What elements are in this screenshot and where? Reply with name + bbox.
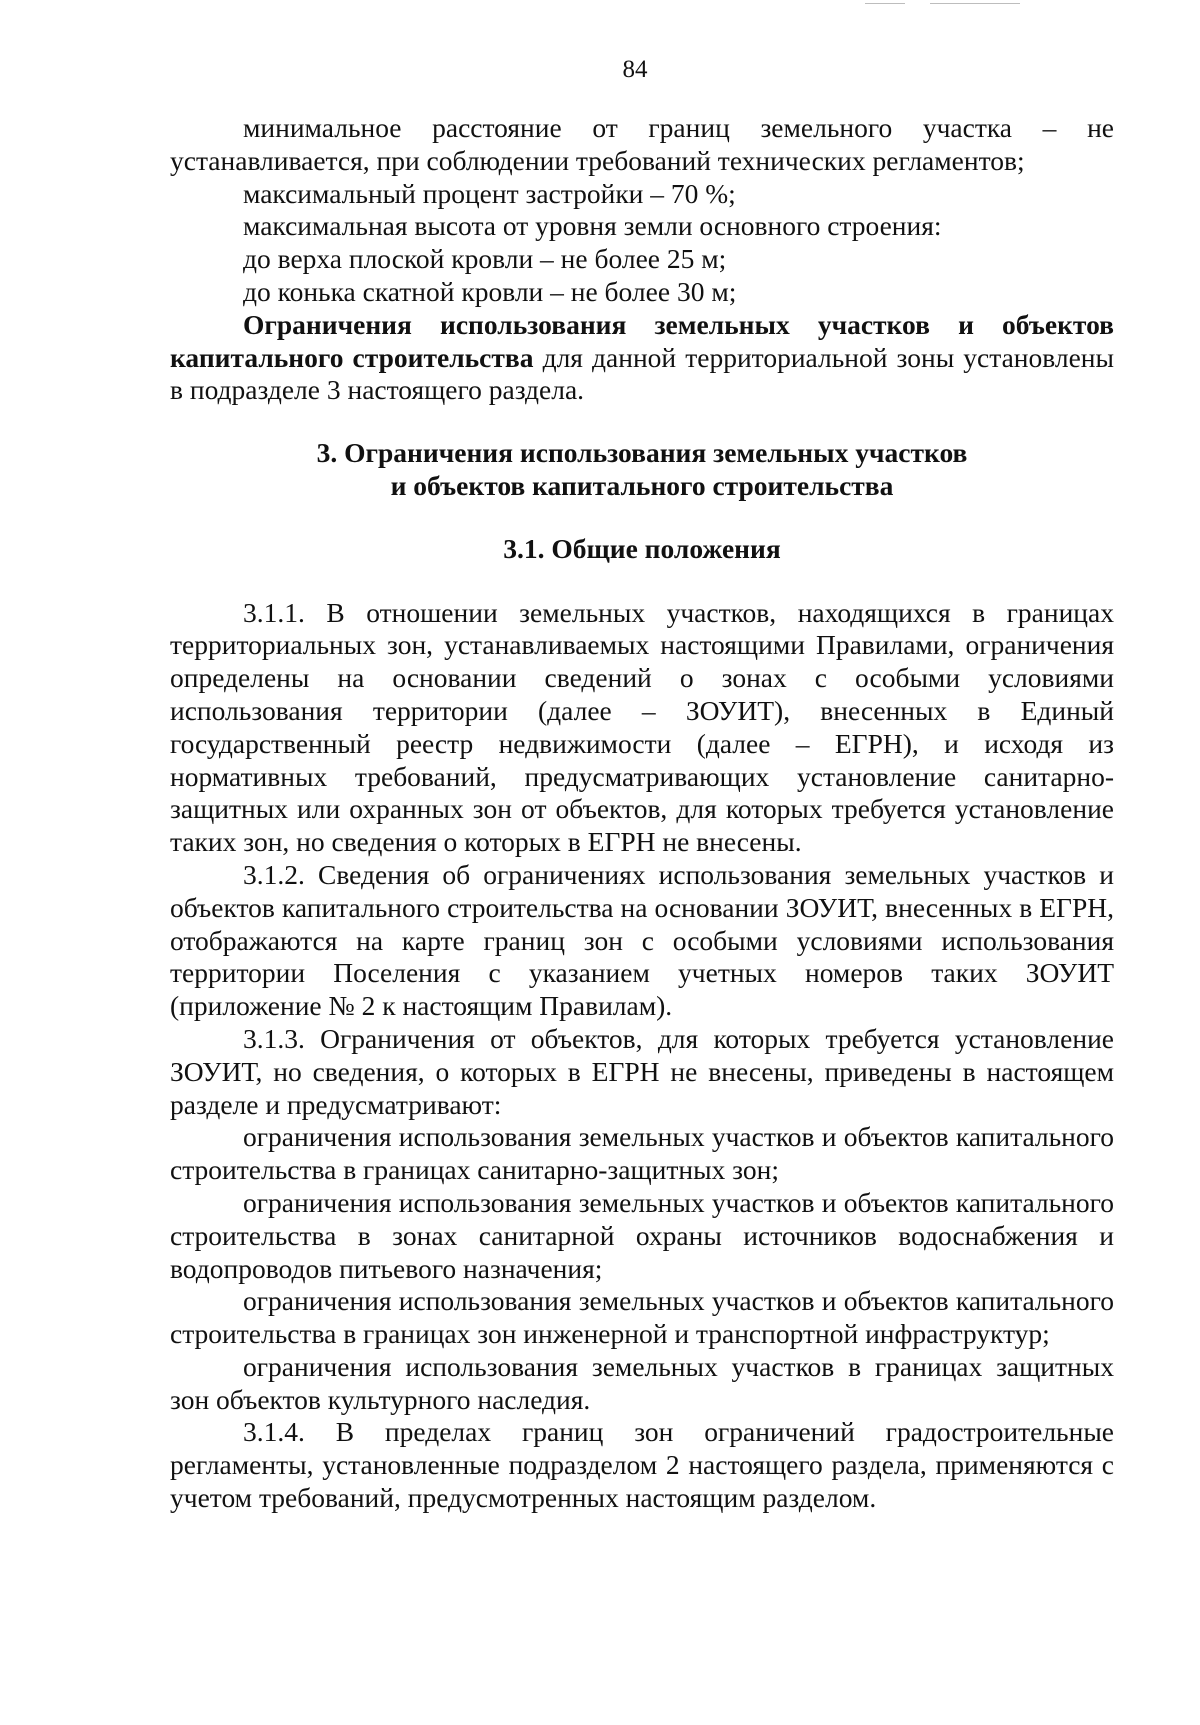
- restriction-note-bold: Ограничения использования земельных участков и объектов капитального строительства: [170, 308, 1114, 373]
- scan-artifact: [930, 3, 1020, 4]
- paragraph: минимальное расстояние от границ земельного участка – не устанавливается, при соблюдении требований технических регламентов;: [170, 112, 1114, 176]
- scan-artifact: [865, 3, 905, 4]
- section-heading: [170, 437, 1114, 503]
- restriction-note-text: для данной территориальной зоны установлены в подразделе 3 настоящего раздела.: [170, 341, 1114, 406]
- paragraph: 3.1.2. Сведения об ограничениях использования земельных участков и объектов капитального строительства на основании ЗОУИТ, внесенных в ЕГРН, отображаются на карте границ зон с особыми условиями использования территории Поселения с указанием учетных номеров таких ЗОУИТ (приложение № 2 к настоящим Правилам).: [170, 858, 1114, 1022]
- paragraph: 3.1.1. В отношении земельных участков, находящихся в границах территориальных зон, устанавливаемых настоящими Правилами, ограничения определены на основании сведений о зонах с особыми условиями использования территории (далее – ЗОУИТ), внесенных в Единый государственный реестр недвижимости (далее – ЕГРН), и исходя из нормативных требований, предусматривающих установление санитарно-защитных или охранных зон от объектов, для которых требуется установление таких зон, но сведения о которых в ЕГРН не внесены.: [170, 596, 1114, 858]
- section-heading-line: 3. Ограничения использования земельных участков: [316, 437, 968, 469]
- paragraph: 3.1.4. В пределах границ зон ограничений градостроительные регламенты, установленные подразделом 2 настоящего раздела, применяются с учетом требований, предусмотренных настоящим разделом.: [170, 1416, 1114, 1514]
- paragraph: 3.1.3. Ограничения от объектов, для которых требуется установление ЗОУИТ, но сведения, о которых в ЕГРН не внесены, приведены в настоящем разделе и предусматривают:: [170, 1022, 1114, 1120]
- paragraph: до верха плоской кровли – не более 25 м;: [243, 243, 727, 275]
- list-item: ограничения использования земельных участков и объектов капитального строительства в границах санитарно-защитных зон;: [170, 1121, 1114, 1186]
- list-item: ограничения использования земельных участков и объектов капитального строительства в границах зон инженерной и транспортной инфраструктур;: [170, 1285, 1114, 1350]
- section-heading-line: и объектов капитального строительства: [390, 469, 894, 501]
- paragraph: максимальная высота от уровня земли основного строения:: [243, 210, 942, 242]
- subsection-heading: 3.1. Общие положения: [503, 532, 781, 564]
- paragraph: до конька скатной кровли – не более 30 м;: [243, 275, 737, 307]
- document-body: [170, 112, 1114, 1515]
- list-item: ограничения использования земельных участков в границах защитных зон объектов культурного наследия.: [170, 1350, 1114, 1415]
- page-number: 84: [622, 56, 648, 83]
- restriction-note: [170, 309, 1114, 407]
- paragraph: максимальный процент застройки – 70 %;: [243, 177, 736, 209]
- list-item: ограничения использования земельных участков и объектов капитального строительства в зонах санитарной охраны источников водоснабжения и водопроводов питьевого назначения;: [170, 1186, 1114, 1284]
